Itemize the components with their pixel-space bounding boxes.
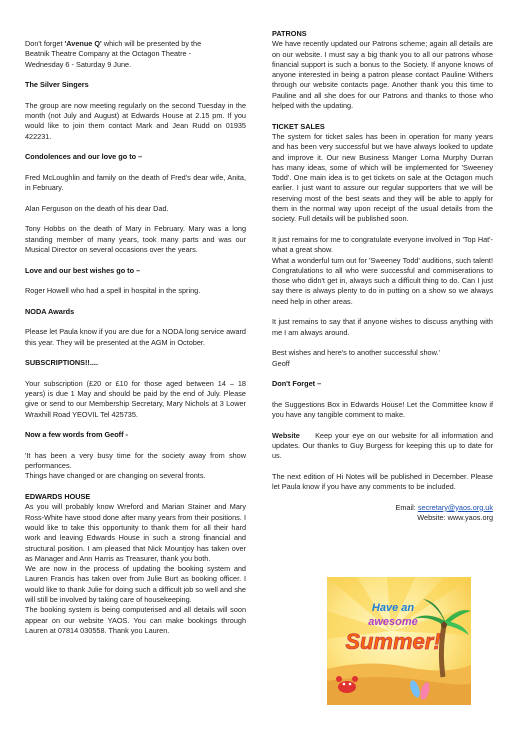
geoff-text-1: 'It has been a very busy time for the society away from show performances. bbox=[25, 450, 246, 471]
best-wishes-text: Roger Howell who had a spell in hospital in the spring. bbox=[25, 286, 201, 296]
show-name: 'Avenue Q' bbox=[64, 39, 102, 48]
edwards-house-text-1: As you will probably know Wreford and Marian Stainer and Mary Ross-White have stood done after many years from their positions. I would like to take this opportunity to thank them for all their hard work and leaving Edwards House in such a strong financial and structural position. I am pleased that Nick Mountjoy has taken over as Manager and Ann Harris as Treasurer, thank you both. bbox=[25, 502, 246, 563]
signature-geoff: Geoff bbox=[272, 358, 290, 368]
subscriptions-text: Your subscription (£20 or £10 for those aged between 14 – 18 years) is due 1 May and should be paid by the end of July. Please give or send to our Membership Secretary, Mary Nichols at 3 Lower Wraxhill Road YEOVIL Tel 425735. bbox=[25, 378, 246, 419]
patrons-heading: PATRONS bbox=[272, 29, 307, 38]
summer-text-line2: awesome bbox=[368, 616, 418, 628]
patrons-text: We have recently updated our Patrons scheme; again all details are on our website. I must say a big thank you to all our patrons whose financial support is such a bonus to the Society. If anyone knows of anyone interested in being a patron please contact Pauline Withers through our website contacts page. Another thank you this time to Pauline and all she does for our Patrons and thanks to those who helped with the updating. bbox=[272, 39, 493, 111]
geoff-text-2: Things have changed or are changing on several fronts. bbox=[25, 471, 206, 481]
contact-email-line: Email: secretary@yaos.org.uk bbox=[395, 502, 493, 512]
best-wishes-heading: Love and our best wishes go to – bbox=[25, 265, 141, 275]
ticket-sales-text: The system for ticket sales has been in operation for many years and has been very successful but we have always looked to update and improve it. Our new Business Manger Lorna Murphy Durran has many ideas, some of which will be implemented for 'Sweeney Todd'. One main idea is to get tickets on sale at the Octagon much earlier. I just want to assure our regular supporters that we will be reserving most of the best seats and they will be able to apply for them in the normal way upon receipt of the usual details from the society. Full details will be published soon. bbox=[272, 131, 493, 224]
next-edition-text: The next edition of Hi Notes will be published in December. Please let Paula know if you have any comments to be included. bbox=[272, 471, 493, 492]
avenue-q-notice: Don't forget 'Avenue Q' which will be presented by the bbox=[25, 39, 202, 48]
congrats-sweeney: What a wonderful turn out for 'Sweeney Todd' auditions, such talent! Congratulations to all who were successful and commiserations to those who didn't get in, always such a difficult thing to do. Can I just say there is always plenty to do in putting on a show so we always need help in other areas. bbox=[272, 255, 493, 306]
condolences-text-3: Tony Hobbs on the death of Mary in February. Mary was a long standing member of many years, took many parts and was our Musical Director on several occasions over the years. bbox=[25, 224, 246, 254]
condolences-text-2: Alan Ferguson on the death of his dear Dad. bbox=[25, 203, 169, 213]
dont-forget-heading: Don't Forget – bbox=[272, 379, 322, 389]
edwards-house-heading: EDWARDS HOUSE bbox=[25, 492, 91, 502]
discuss-text: It just remains to say that if anyone wishes to discuss anything with me I am always around. bbox=[272, 317, 493, 337]
summer-beach-illustration bbox=[327, 577, 471, 705]
avenue-q-venue: Beatnik Theatre Company at the Octagon Theatre - bbox=[25, 49, 192, 59]
silver-singers-body: The group are now meeting regularly on the second Tuesday in the month (not July and August) at Edwards House at 2.15 pm. If you would like to join them contact Mark and Jean Rudd on 01935 422231. bbox=[25, 100, 246, 141]
avenue-q-dates: Wednesday 6 - Saturday 9 June. bbox=[25, 59, 132, 69]
best-wishes-closing: Best wishes and here's to another successful show.' bbox=[272, 348, 440, 358]
subscriptions-heading: SUBSCRIPTIONS!!.... bbox=[25, 358, 98, 368]
geoff-heading: Now a few words from Geoff - bbox=[25, 430, 128, 440]
summer-text-line1: Have an bbox=[371, 602, 415, 614]
edwards-house-text-3: The booking system is being computerised and all details will soon appear on our website YAOS. You can make bookings through Lauren at 07814 030558. Thank you Lauren. bbox=[25, 605, 246, 635]
left-column bbox=[25, 0, 246, 636]
congrats-top-hat: It just remains for me to congratulate everyone involved in 'Top Hat'- what a great show. bbox=[272, 234, 493, 255]
silver-singers-heading: The Silver Singers bbox=[25, 80, 89, 90]
right-column bbox=[272, 0, 493, 523]
noda-heading: NODA Awards bbox=[25, 306, 75, 316]
suggestions-text: the Suggestions Box in Edwards House! Let the Committee know if you have any tangible comment to make. bbox=[272, 399, 493, 419]
ticket-sales-heading: TICKET SALES bbox=[272, 121, 325, 131]
noda-text: Please let Paula know if you are due for a NODA long service award this year. They will be presented at the AGM in October. bbox=[25, 327, 246, 347]
edwards-house-text-2: We are now in the process of updating the booking system and Lauren Francis has taken over from Julie Burt as booking officer. I would like to thank Julie for doing such a difficult job so well and she will still be involved by taking care of housekeeping. bbox=[25, 564, 246, 605]
condolences-text-1: Fred McLoughlin and family on the death of Fred's dear wife, Anita, in February. bbox=[25, 172, 246, 193]
condolences-heading: Condolences and our love go to – bbox=[25, 152, 143, 162]
email-link[interactable]: secretary@yaos.org.uk bbox=[417, 502, 493, 512]
website-label: Website bbox=[272, 430, 300, 440]
website-text: Website Keep your eye on our website for all information and updates. Our thanks to Guy Burgess for keeping this up to date for us. bbox=[272, 430, 493, 461]
contact-website-line: Website: www.yaos.org bbox=[417, 512, 493, 522]
summer-text-line3: Summer! bbox=[345, 629, 441, 654]
